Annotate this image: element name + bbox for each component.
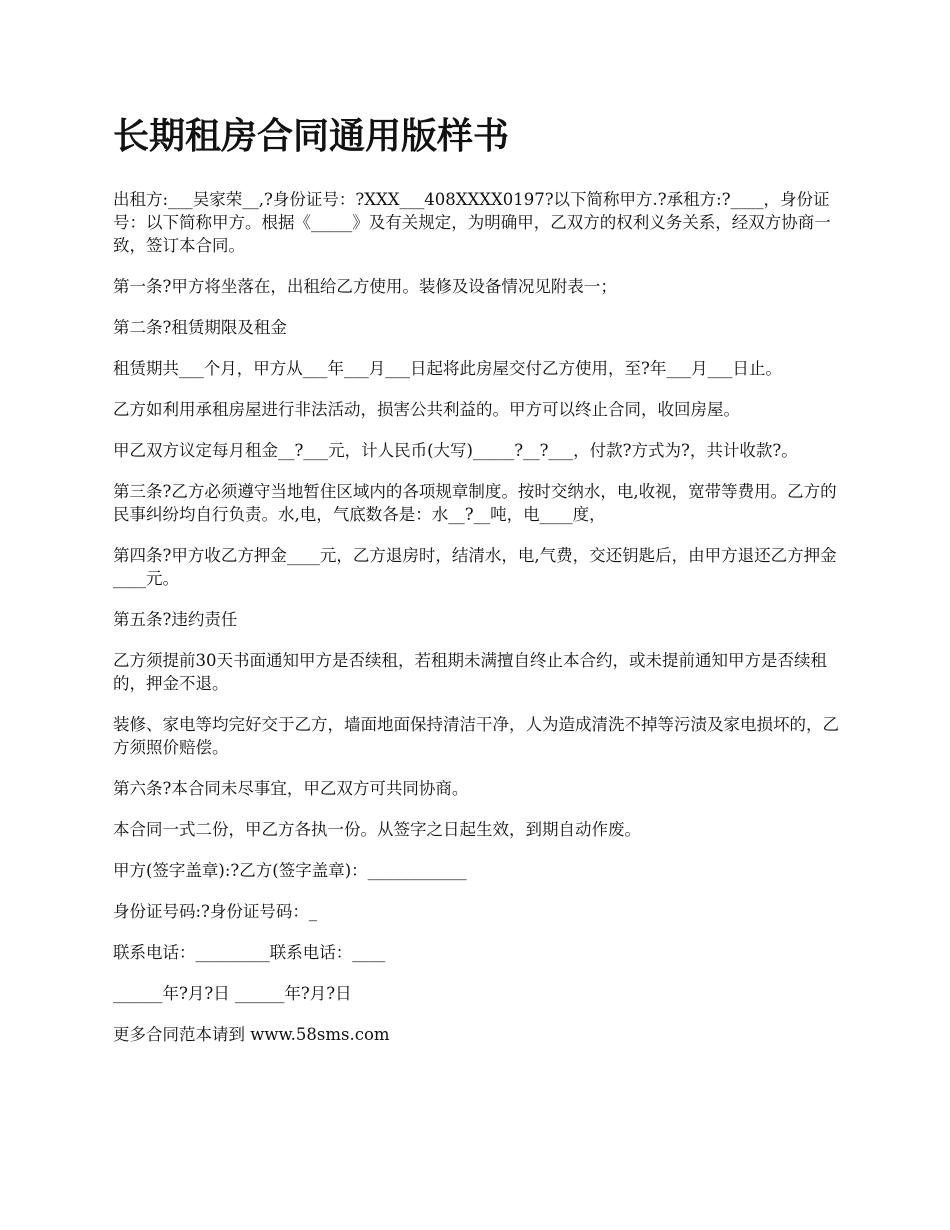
paragraph-footer-link: 更多合同范本请到 www.58sms.com	[113, 1025, 390, 1044]
paragraph-article-6: 第六条?本合同未尽事宜，甲乙双方可共同协商。	[113, 779, 469, 798]
paragraph-early-termination: 乙方须提前30天书面通知甲方是否续租，若租期未满擅自终止本合约，或未提前通知甲方是否续租的，押金不退。	[113, 651, 827, 693]
paragraph-lease-term: 租赁期共___个月，甲方从___年___月___日起将此房屋交付乙方使用，至?年___月___日止。	[113, 359, 782, 378]
paragraph-article-2-heading: 第二条?租赁期限及租金	[113, 318, 287, 337]
paragraph-signatures: 甲方(签字盖章):?乙方(签字盖章)：____________	[113, 861, 467, 880]
document-page	[113, 112, 843, 1064]
paragraph-rent: 甲乙双方议定每月租金__?___元，计人民币(大写)_____?__?___，付款?方式为?，共计收款?。	[113, 441, 798, 460]
paragraph-illegal-use: 乙方如利用承租房屋进行非法活动，损害公共利益的。甲方可以终止合同，收回房屋。	[113, 400, 740, 419]
paragraph-article-5-heading: 第五条?违约责任	[113, 610, 238, 629]
paragraph-id-numbers: 身份证号码:?身份证号码：_	[113, 902, 318, 921]
paragraph-article-3: 第三条?乙方必须遵守当地暂住区域内的各项规章制度。按时交纳水，电,收视，宽带等费用。乙方的民事纠纷均自行负责。水,电，气底数各是：水__?__吨，电____度，	[113, 482, 837, 524]
paragraph-article-1: 第一条?甲方将坐落在，出租给乙方使用。装修及设备情况见附表一；	[113, 277, 617, 296]
document-title: 长期租房合同通用版样书	[113, 116, 510, 157]
paragraph-dates: ______年?月?日 ______年?月?日	[113, 984, 352, 1003]
paragraph-damages: 装修、家电等均完好交于乙方，墙面地面保持清洁干净，人为造成清洗不掉等污渍及家电损坏的，乙方须照价赔偿。	[113, 715, 839, 757]
paragraph-article-4: 第四条?甲方收乙方押金____元，乙方退房时，结清水，电,气费，交还钥匙后，由甲方退还乙方押金____元。	[113, 546, 837, 588]
paragraph-parties: 出租方:___吴家荣__,?身份证号：?XXX___408XXXX0197?以下简称甲方.?承租方:?____，身份证号：以下简称甲方。根据《_____》及有关规定，为明确甲，乙双方的权利义务关系，经双方协商一致，签订本合同。	[113, 190, 831, 255]
paragraph-copies: 本合同一式二份，甲乙方各执一份。从签字之日起生效，到期自动作废。	[113, 820, 641, 839]
paragraph-phones: 联系电话：_________联系电话：____	[113, 943, 386, 962]
